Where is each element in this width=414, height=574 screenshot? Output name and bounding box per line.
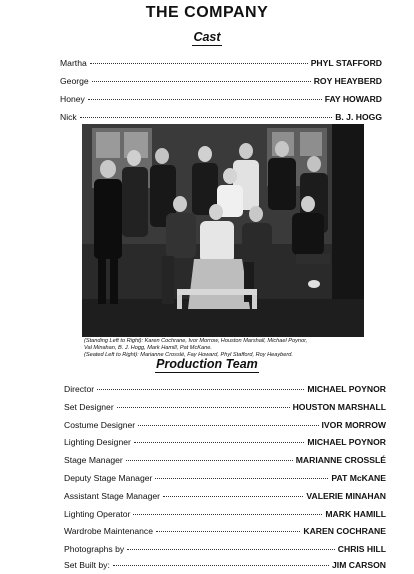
production-role: Deputy Stage Manager xyxy=(64,473,153,483)
cast-role: Martha xyxy=(60,58,87,68)
production-role: Set Designer xyxy=(64,402,114,412)
cast-role: George xyxy=(60,76,89,86)
dot-leader xyxy=(163,496,303,497)
production-name: VALERIE MINAHAN xyxy=(306,491,386,501)
production-role: Director xyxy=(64,384,95,394)
production-name: PAT McKANE xyxy=(331,473,386,483)
dot-leader xyxy=(133,514,322,515)
production-heading-text: Production Team xyxy=(156,357,258,371)
cast-row-martha xyxy=(60,58,382,68)
production-role: Assistant Stage Manager xyxy=(64,491,161,501)
dot-leader xyxy=(127,549,335,550)
production-row-lighting-operator xyxy=(64,509,386,519)
dot-leader xyxy=(126,460,293,461)
cast-role: Honey xyxy=(60,94,85,104)
production-row-set-designer xyxy=(64,402,386,412)
cast-heading-text: Cast xyxy=(193,30,221,44)
caption-line-seated: (Seated Left to Right): Marianne Crosslé, Fay Howard, Phyl Stafford, Roy Heayberd. xyxy=(84,352,293,358)
dot-leader xyxy=(134,442,304,443)
production-role: Lighting Designer xyxy=(64,437,131,447)
production-role: Set Built by: xyxy=(64,560,110,570)
production-name: JIM CARSON xyxy=(332,560,386,570)
production-row-director xyxy=(64,384,386,394)
dot-leader xyxy=(90,63,308,64)
production-row-stage-manager xyxy=(64,455,386,465)
dot-leader xyxy=(138,425,318,426)
production-row-assistant-stage-manager xyxy=(64,491,386,501)
caption-line-standing: (Standing Left to Right): Karen Cochrane, Ivor Morrow, Houston Marshall, Michael Poynor, xyxy=(84,338,308,344)
production-role: Stage Manager xyxy=(64,455,123,465)
production-name: MICHAEL POYNOR xyxy=(307,384,386,394)
production-name: MICHAEL POYNOR xyxy=(307,437,386,447)
production-name: CHRIS HILL xyxy=(337,544,386,554)
cast-row-honey xyxy=(60,94,382,104)
production-name: HOUSTON MARSHALL xyxy=(292,402,386,412)
photo-caption xyxy=(84,338,374,359)
production-row-set-built-by xyxy=(64,560,386,570)
dot-leader xyxy=(113,565,329,566)
production-name: IVOR MORROW xyxy=(321,420,386,430)
production-role: Lighting Operator xyxy=(64,509,131,519)
dot-leader xyxy=(155,478,328,479)
cast-name: PHYL STAFFORD xyxy=(310,58,382,68)
cast-role: Nick xyxy=(60,112,77,122)
company-photograph xyxy=(82,124,364,337)
dot-leader xyxy=(88,99,322,100)
dot-leader xyxy=(117,407,290,408)
production-name: KAREN COCHRANE xyxy=(303,526,386,536)
production-row-wardrobe-maintenance xyxy=(64,526,386,536)
cast-row-george xyxy=(60,76,382,86)
production-row-costume-designer xyxy=(64,420,386,430)
production-heading xyxy=(0,357,414,371)
cast-name: FAY HOWARD xyxy=(324,94,382,104)
page-title: THE COMPANY xyxy=(145,4,269,21)
production-role: Costume Designer xyxy=(64,420,136,430)
production-name: MARK HAMILL xyxy=(325,509,386,519)
cast-name: ROY HEAYBERD xyxy=(313,76,382,86)
cast-row-nick xyxy=(60,112,382,122)
production-role: Wardrobe Maintenance xyxy=(64,526,154,536)
dot-leader xyxy=(156,531,300,532)
dot-leader xyxy=(97,389,304,390)
dot-leader xyxy=(80,117,332,118)
cast-heading xyxy=(0,30,414,44)
photo-illustration xyxy=(82,124,364,337)
caption-line-standing-cont: Val Minahan, B. J. Hogg, Mark Hamill, Pat McKane. xyxy=(84,345,212,351)
production-row-lighting-designer xyxy=(64,437,386,447)
production-row-photographs xyxy=(64,544,386,554)
cast-name: B. J. HOGG xyxy=(335,112,382,122)
production-name: MARIANNE CROSSLÉ xyxy=(295,455,386,465)
dot-leader xyxy=(92,81,311,82)
production-row-deputy-stage-manager xyxy=(64,473,386,483)
production-role: Photographs by xyxy=(64,544,125,554)
